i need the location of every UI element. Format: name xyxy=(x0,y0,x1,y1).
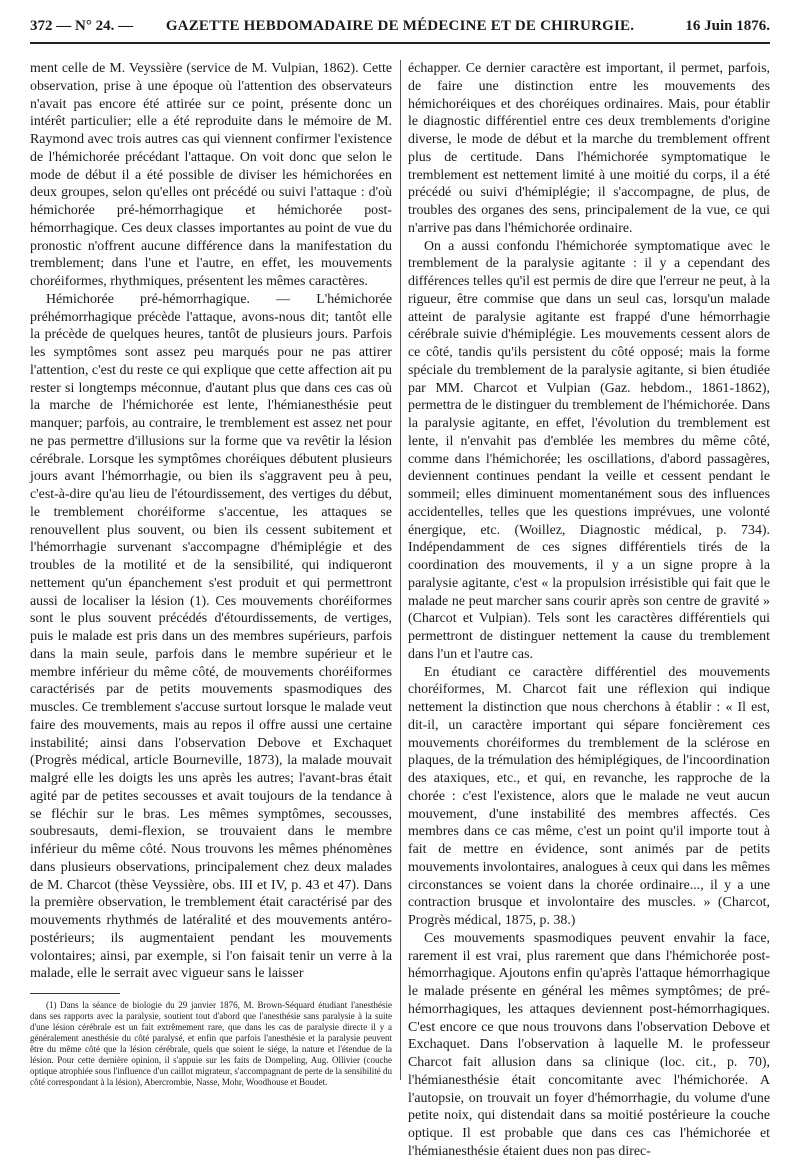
column-divider xyxy=(400,60,401,1080)
issue-date: 16 Juin 1876. xyxy=(685,18,770,34)
paragraph: Hémichorée pré-hémorrhagique. — L'hémichorée préhémorrhagique précède l'attaque, avons-nous dit; tantôt elle la précède de quelques heures, tantôt de plusieurs jours. Parfois les symptômes sont assez peu marqués pour ne pas attirer l'attention, c'est du reste ce qui explique que cette affection ait pu rester si longtemps méconnue, d'autant plus que dans ces cas où la marche de l'hémichorée est lente, l'hémianesthésie peut manquer; parfois, au contraire, le tremblement est assez net pour ne pas permettre d'illusions sur la forme que va revêtir la lésion cérébrale. Lorsque les symptômes choréiques débutent plusieurs jours avant l'hémorrhagie, ou bien ils s'aggravent peu à peu, c'est-à-dire qu'au lieu de l'étourdissement, des vertiges du début, le tremblement choréiforme s'accentue, les attaques se renouvellent plus souvent, ou bien ils cessent subitement et l'hémorrhagie survenant s'accompagne d'hémiplégie et des troubles de la motilité et de la sensibilité, qui indiqueront nettement qu'un épanchement s'est produit et qui permettront aussi de localiser la lésion (1). Ces mouvements choréiformes sont le plus souvent précédés d'étourdissements, de vertiges, puis le malade est pris dans un des membres supérieurs, parfois dans la main seule, parfois dans le membre supérieur et le membre inférieur du même côté, de mouvements choréiformes caractérisés par de petits mouvements spasmodiques des muscles. Ce tremblement s'accuse surtout lorsque le malade veut faire des mouvements, mais au repos il offre aussi une certaine instabilité; ainsi dans l'observation Debove et Exchaquet (Progrès médical, article Bourneville, 1873), la malade mouvait malgré elle les doigts les uns après les autres; l'avant-bras était agité par de petites secousses et avait toujours de la tendance à se fléchir sur le bras. Les mêmes symptômes, secousses, soubresauts, demi-flexion, se trouvaient dans le membre inférieur du même côté. Nous trouvons les mêmes phénomènes dans plusieurs observations, principalement chez deux malades de M. Charcot (thèse Veyssière, obs. III et IV, p. 43 et 47). Dans la première observation, le tremblement était caractérisé par des mouvements rhythmés de latéralité et des mouvements antéro-postérieurs; ils augmentaient pendant les mouvements volontaires; ainsi, par exemple, si l'on faisait tenir un verre à la malade, elle le serrait avec vigueur sans le laisser xyxy=(30,291,392,982)
paragraph: échapper. Ce dernier caractère est important, il permet, parfois, de faire une distinction entre les mouvements des hémichoréiques et des choréiques ordinaires. Mais, pour établir le diagnostic différentiel entre ces deux tremblements d'origine diverse, le mode de début et la marche du tremblement offrent plus de certitude. Dans l'hémichorée symptomatique le tremblement est nettement limité à une moitié du corps, il a été précédé ou suivi d'hémiplégie; il s'accompagne, de plus, de troubles des organes des sens, principalement de la vue, ce qui n'arrive pas dans l'hémichorée ordinaire. xyxy=(408,61,770,236)
paragraph: Ces mouvements spasmodiques peuvent envahir la face, rarement il est vrai, plus rarement que dans l'hémichorée post-hémorrhagique. Ajoutons enfin qu'après l'attaque hémorrhagique le malade présente en général les mêmes symptômes; de pré-hémorrhagiques, les attaques deviennent post-hémorrhagiques. C'est encore ce que nous trouvons dans l'observation Debove et Exchaquet. Dans l'observation à laquelle M. le professeur Charcot fait allusion dans sa clinique (loc. cit., p. 70), l'hémianesthésie était concomitante avec l'hémichorée. A l'autopsie, on trouvait un foyer d'hémorrhagie, du volume d'une petite noix, qui distendait dans sa moitié postérieure la couche optique. Il est probable que dans ces cas l'hémichorée et l'hémianesthésie étaient dues non pas direc- xyxy=(408,930,770,1159)
paragraph: ment celle de M. Veyssière (service de M. Vulpian, 1862). Cette observation, prise à une époque où l'attention des observateurs n'avait pas encore été attirée sur ce point, présente donc un intérêt particulier; elle a été reproduite dans le mémoire de M. Raymond avec trois autres cas qui viennent confirmer l'existence de l'hémichorée précédant l'attaque. On voit donc que selon le mode de début il a été possible de diviser les hémichorées en deux groupes, selon qu'elles ont précédé ou suivi l'attaque : d'où hémichorée pré-hémorrhagique et hémichorée post-hémorrhagique. Ces deux classes importantes au point de vue du pronostic n'offrent aucune différence dans la manifestation du tremblement; dans l'une et l'autre, en effet, les mouvements choréiformes, rhythmiques, présentent les mêmes caractères. xyxy=(30,61,392,289)
left-column xyxy=(30,60,392,1088)
paragraph: En étudiant ce caractère différentiel des mouvements choréiformes, M. Charcot fait une réflexion qui indique nettement la distinction que nous cherchons à établir : « Il est, dit-il, un caractère important qui sépare foncièrement ces mouvements choréiformes du tremblement de la sclérose en plaques, de la trémulation des hémiplégiques, de l'incoordination des ataxiques, etc., et qui, en revanche, les rapproche de la chorée : c'est l'existence, alors que le malade ne veut aucun mouvement, d'une instabilité des membres affectés. Ces membres dans ce cas même, c'est un point qu'il importe tout à fait de mettre en évidence, sont animés par de petits mouvements involontaires, analogues à ceux qui dans les mêmes circonstances se voient dans la chorée ordinaire..., il y a une contraction brusque et involontaire des muscles. » (Charcot, Progrès médical, 1875, p. 38.) xyxy=(408,664,770,928)
running-header xyxy=(30,4,770,44)
footnote: (1) Dans la séance de biologie du 29 janvier 1876, M. Brown-Séquard étudiant l'anesthésie dans ses rapports avec la paralysie, soutient tout d'abord que l'anesthésie sans paralysie à la suite d'une lésion cérébrale est un fait extrêmement rare, que dans les cas de paralysie directe il y a généralement anesthésie du côté paralysé, et enfin que parfois l'anesthésie et la paralysie peuvent être du même côté que la lésion cérébrale, quels que soient le siége, la nature et l'étendue de la lésion. Pour cette dernière opinion, il s'appuie sur les faits de Dompeling, Aug. Ollivier (couche optique atrophiée sous l'influence d'un caillot migrateur, s'accompagnant de perte de la sensibilité du côté correspondant à la lésion), Abercrombie, Nasse, Mohr, Woodhouse et Boudet. xyxy=(30,1000,392,1087)
footnote-rule xyxy=(30,993,120,994)
issue-number: — N° 24. — xyxy=(56,18,134,34)
journal-title: GAZETTE HEBDOMADAIRE DE MÉDECINE ET DE CHIRURGIE. xyxy=(165,18,635,34)
right-column xyxy=(408,60,770,1161)
header-rule xyxy=(30,42,770,44)
paragraph: On a aussi confondu l'hémichorée symptomatique avec le tremblement de la paralysie agitante : il y a cependant des différences telles qu'il est permis de dire que l'erreur ne peut, à la rigueur, être commise que dans un seul cas, lorsqu'un malade atteint de paralysie agitante est frappé d'une hémorrhagie cérébrale suivie d'hémiplégie. Les mouvements cessent alors de ce côté, tandis qu'ils persistent du côté opposé; mais la forme spéciale du tremblement de la paralysie agitante, si bien étudiée par MM. Charcot et Vulpian (Gaz. hebdom., 1861-1862), permettra de le distinguer du tremblement de l'hémichorée. Dans la paralysie agitante, en effet, l'évolution du tremblement est lente, il n'envahit pas d'emblée les membres du même côté, comme dans l'hémichorée; les oscillations, d'abord passagères, deviennent continues pendant la veille et cessent pendant le sommeil; elles diminuent momentanément sous des influences accidentelles, telles que les questions imprévues, une volonté énergique, etc. (Woillez, Diagnostic médical, p. 734). Indépendamment de ces signes différentiels tirés de la coordination des mouvements, il y a un signe propre à la paralysie agitante, c'est « la propulsion irrésistible qui fait que le malade ne peut marcher sans courir après son centre de gravité » (Charcot et Vulpian). Tels sont les caractères différentiels qui permettront de distinguer nettement la cause du tremblement dans l'un et l'autre cas. xyxy=(408,238,770,662)
page-number: 372 — N° 24. — xyxy=(30,18,134,34)
